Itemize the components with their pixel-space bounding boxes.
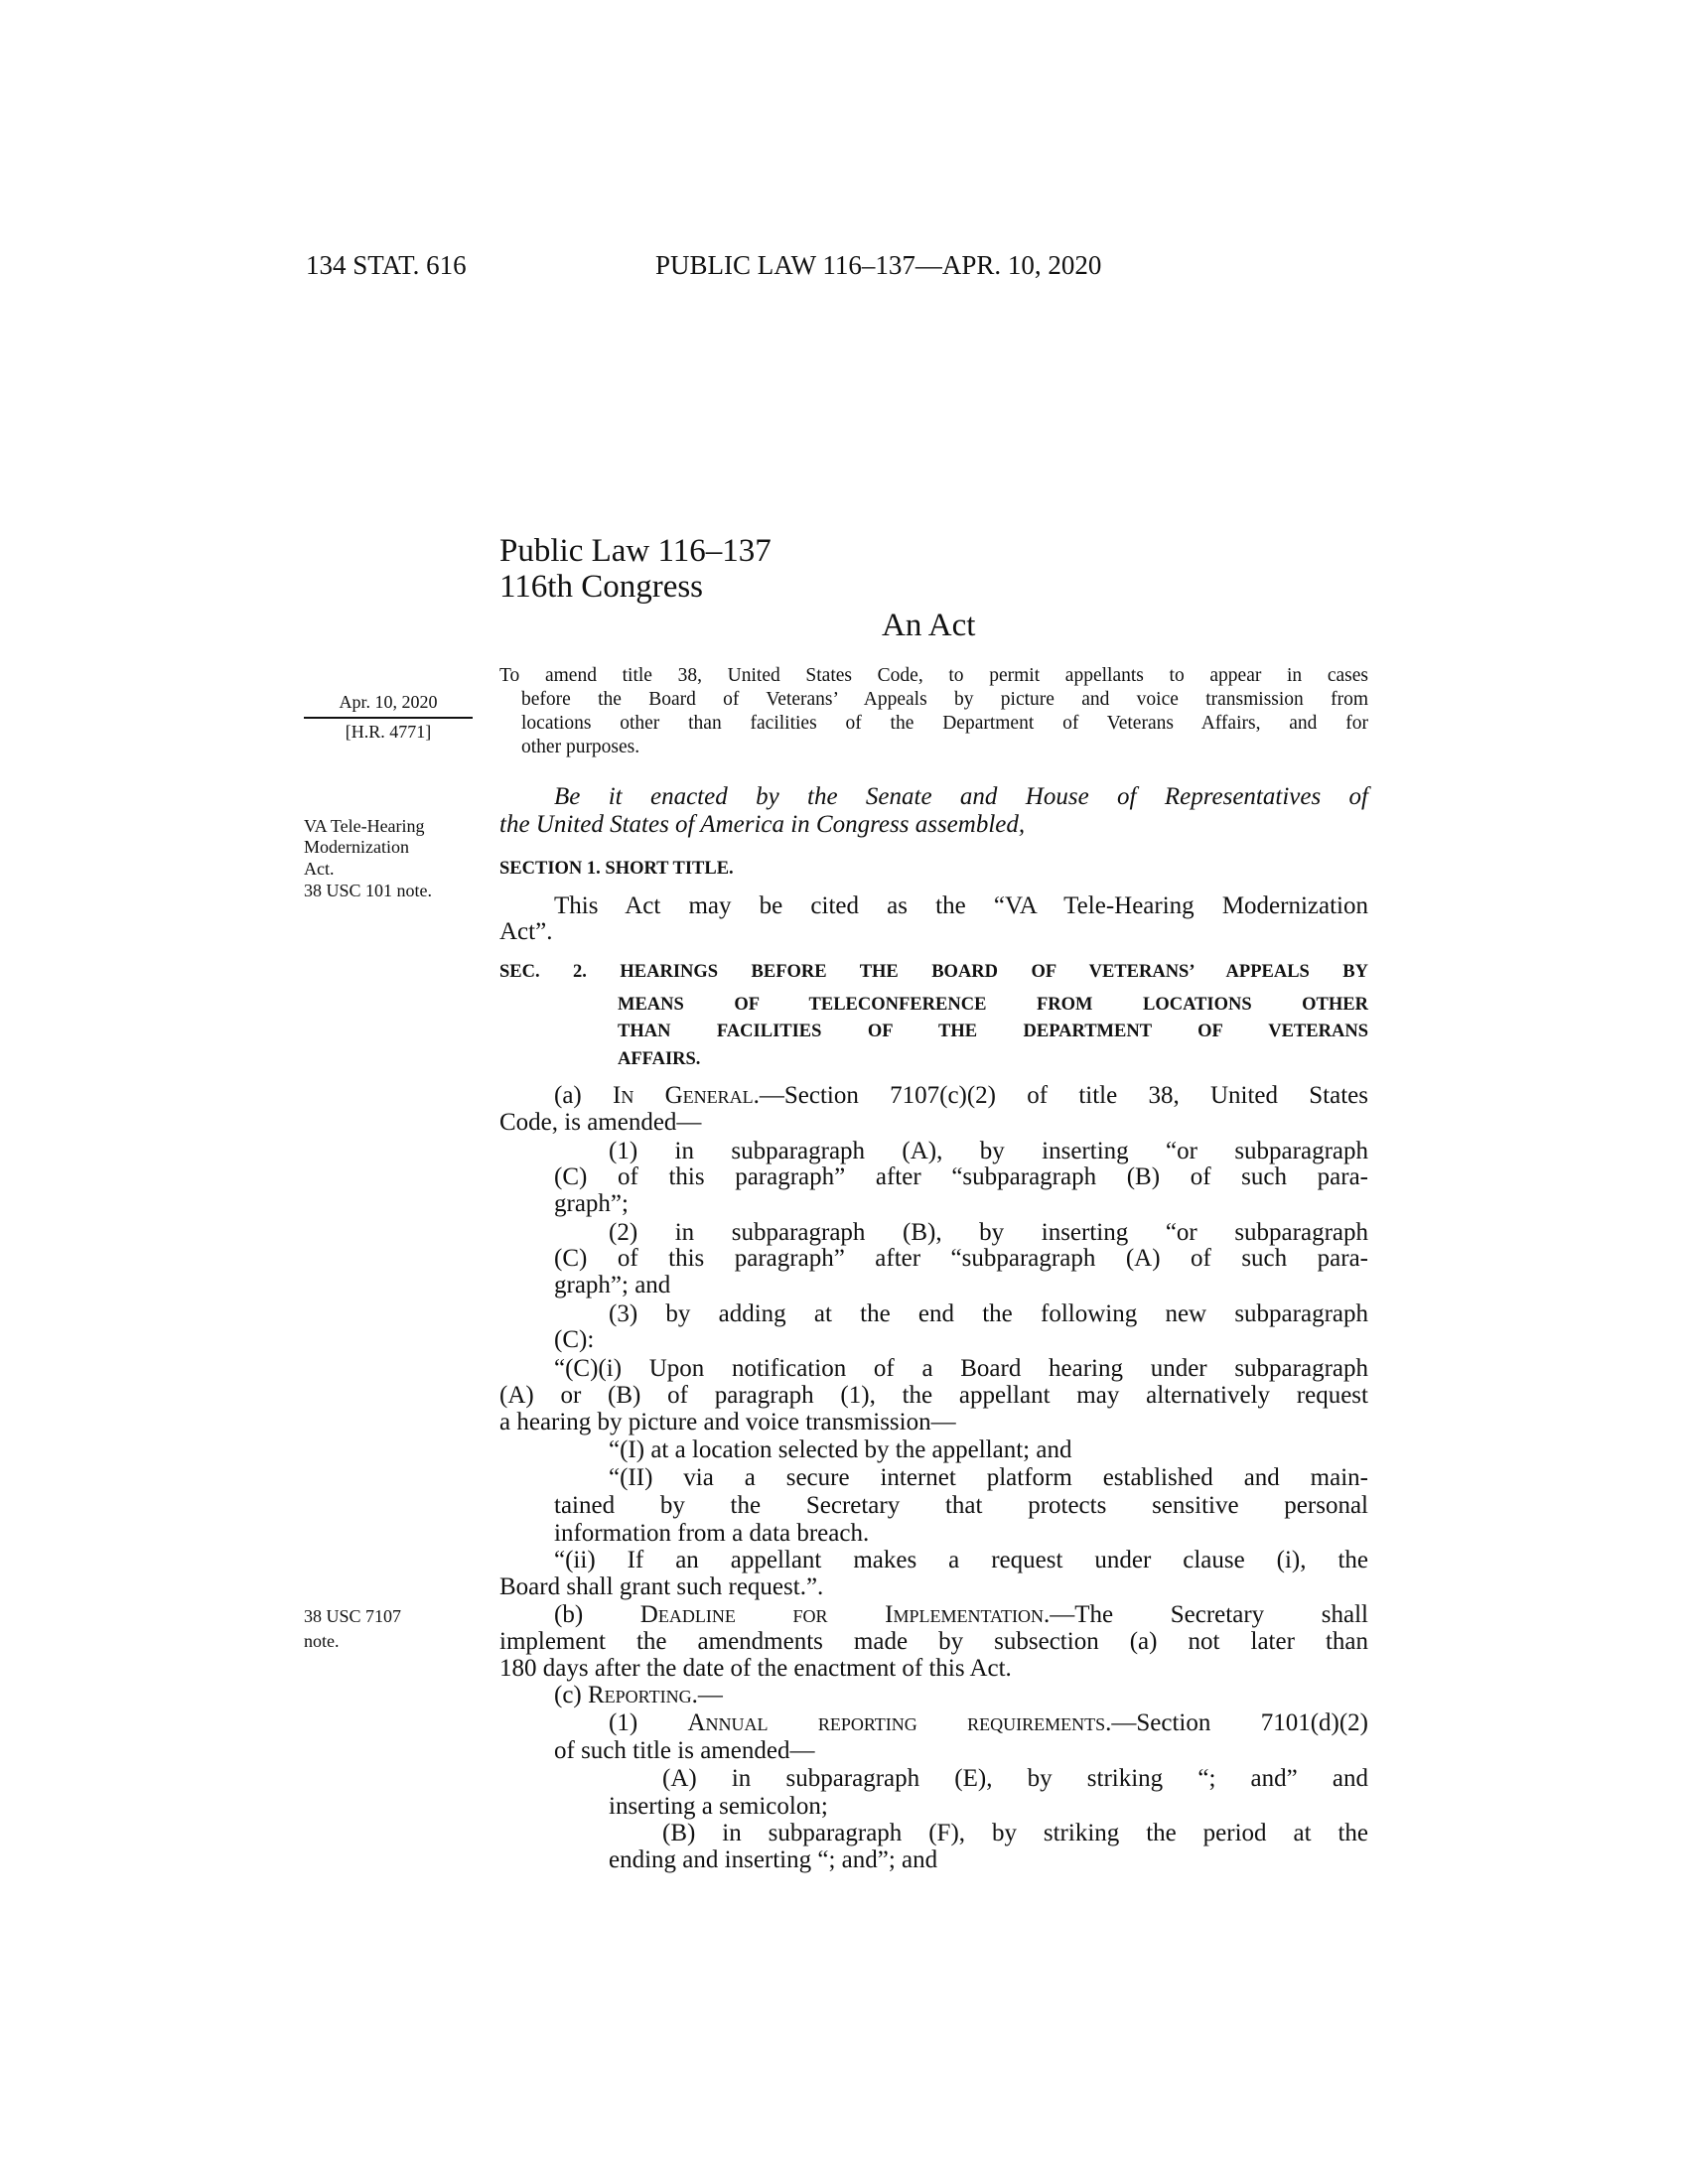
purpose-line: before the Board of Veterans’ Appeals by picture and voice transmission from [521, 689, 1368, 710]
margin-note-short-title: VA Tele-Hearing [304, 816, 425, 836]
body-line [554, 1355, 1368, 1383]
body-text-run: information from a data breach. [554, 1519, 870, 1547]
body-line [554, 892, 1368, 920]
body-text-run: 180 days after the date of the enactment of this Act. [499, 1654, 1012, 1682]
body-text-run: (A) in subparagraph (E), by striking “; and” and [662, 1764, 1368, 1792]
body-line [554, 1492, 1368, 1520]
body-text-run: graph”; [554, 1189, 629, 1217]
body-line [554, 1082, 1368, 1110]
body-text-run: (1) [609, 1709, 688, 1737]
margin-date: Apr. 10, 2020 [339, 692, 438, 712]
body-text-run: ending and inserting “; and”; and [609, 1845, 938, 1873]
body-line [499, 918, 1368, 946]
body-text-run: “(C)(i) Upon notification of a Board hearing under subparagraph [554, 1355, 1368, 1383]
body-line [554, 1520, 1368, 1548]
act-label: An Act [882, 608, 976, 643]
body-text-run: .— [691, 1682, 723, 1709]
body-text-run: .—Section 7101(d)(2) [1105, 1709, 1368, 1737]
section-2-heading: MEANS OF TELECONFERENCE FROM LOCATIONS OTHER [618, 995, 1368, 1015]
body-text-run: Act”. [499, 917, 553, 945]
purpose-line: locations other than facilities of the Department of Veterans Affairs, and for [521, 713, 1368, 734]
body-line [554, 1245, 1368, 1273]
body-line [554, 1190, 1368, 1218]
body-text-run: This Act may be cited as the “VA Tele-Hearing Modernization [554, 891, 1368, 919]
margin-note-short-title: Act. [304, 859, 335, 879]
body-text-run: (3) by adding at the end the following new subparagraph [609, 1299, 1368, 1327]
section-1-heading: SECTION 1. SHORT TITLE. [499, 859, 734, 879]
body-text-run: (a) [554, 1082, 613, 1110]
body-line [554, 1547, 1368, 1574]
body-line [499, 1109, 1368, 1137]
body-line [609, 1709, 1368, 1737]
body-line [609, 1793, 1368, 1821]
body-line [662, 1765, 1368, 1793]
section-2-heading: THAN FACILITIES OF THE DEPARTMENT OF VETERANS [618, 1022, 1368, 1041]
body-text-run: (C): [554, 1326, 595, 1354]
section-2-heading: SEC. 2. HEARINGS BEFORE THE BOARD OF VETERANS’ APPEALS BY [499, 962, 1368, 982]
margin-bill: [H.R. 4771] [345, 722, 432, 742]
body-line [662, 1820, 1368, 1847]
body-line [609, 1436, 1368, 1464]
body-line [609, 1300, 1368, 1328]
body-line [609, 1219, 1368, 1247]
body-line [554, 1326, 1368, 1354]
running-title: PUBLIC LAW 116–137—APR. 10, 2020 [655, 250, 1102, 280]
margin-divider [304, 717, 473, 719]
subsection-heading: Deadline for Implementation [639, 1600, 1044, 1628]
subsection-heading: Annual reporting requirements [687, 1709, 1106, 1737]
body-line [499, 1573, 1368, 1601]
body-text-run: of such title is amended— [554, 1737, 815, 1765]
body-text-run: tained by the Secretary that protects sensitive personal [554, 1491, 1368, 1519]
body-line [554, 1272, 1368, 1299]
law-number: Public Law 116–137 [499, 533, 772, 569]
body-text-run: a hearing by picture and voice transmission— [499, 1409, 956, 1436]
body-text-run: .—The Secretary shall [1044, 1600, 1368, 1628]
purpose-line: To amend title 38, United States Code, to permit appellants to appear in cases [499, 665, 1368, 686]
body-line [554, 1682, 1368, 1709]
body-text-run: (B) in subparagraph (F), by striking the period at the [662, 1820, 1368, 1847]
congress: 116th Congress [499, 569, 704, 605]
body-text-run: (b) [554, 1600, 640, 1628]
body-line [609, 1464, 1368, 1492]
purpose-line: other purposes. [521, 737, 640, 757]
section-2-heading: AFFAIRS. [618, 1049, 701, 1069]
margin-note-short-title: Modernization [304, 837, 409, 857]
body-text-run: Code, is amended— [499, 1108, 702, 1136]
body-line [554, 1163, 1368, 1191]
body-text-run: (1) in subparagraph (A), by inserting “or subparagraph [609, 1137, 1368, 1164]
body-text-run: (2) in subparagraph (B), by inserting “or subparagraph [609, 1218, 1368, 1246]
body-text-run: “(I) at a location selected by the appellant; and [609, 1436, 1072, 1464]
enacting-clause: Be it enacted by the Senate and House of Representatives of [554, 783, 1368, 810]
body-text-run: (C) of this paragraph” after “subparagraph (B) of such para- [554, 1163, 1368, 1191]
body-line [499, 1628, 1368, 1656]
body-text-run: implement the amendments made by subsection (a) not later than [499, 1628, 1368, 1656]
subsection-heading: In General [613, 1082, 754, 1110]
body-line [554, 1601, 1368, 1629]
body-text-run: Board shall grant such request.”. [499, 1572, 824, 1600]
body-line [609, 1138, 1368, 1165]
body-line [554, 1737, 1368, 1765]
body-text-run: (C) of this paragraph” after “subparagraph (A) of such para- [554, 1245, 1368, 1273]
body-text-run: .—Section 7107(c)(2) of title 38, United States [753, 1082, 1368, 1110]
body-text-run: inserting a semicolon; [609, 1792, 828, 1820]
margin-note-section: note. [304, 1631, 340, 1651]
enacting-clause: the United States of America in Congress assembled, [499, 811, 1026, 838]
body-text-run: “(ii) If an appellant makes a request under clause (i), the [554, 1547, 1368, 1574]
body-text-run: (c) [554, 1682, 588, 1709]
stat-page-number: 134 STAT. 616 [306, 250, 467, 280]
body-line [609, 1846, 1368, 1874]
body-text-run: graph”; and [554, 1271, 671, 1298]
body-line [499, 1655, 1368, 1683]
margin-note-section: 38 USC 7107 [304, 1606, 402, 1626]
body-text-run: “(II) via a secure internet platform established and main- [609, 1464, 1368, 1491]
body-text-run: (A) or (B) of paragraph (1), the appellant may alternatively request [499, 1381, 1368, 1409]
body-line [499, 1382, 1368, 1410]
body-line [499, 1409, 1368, 1436]
margin-note-usc: 38 USC 101 note. [304, 881, 433, 900]
subsection-heading: Reporting [588, 1682, 692, 1709]
